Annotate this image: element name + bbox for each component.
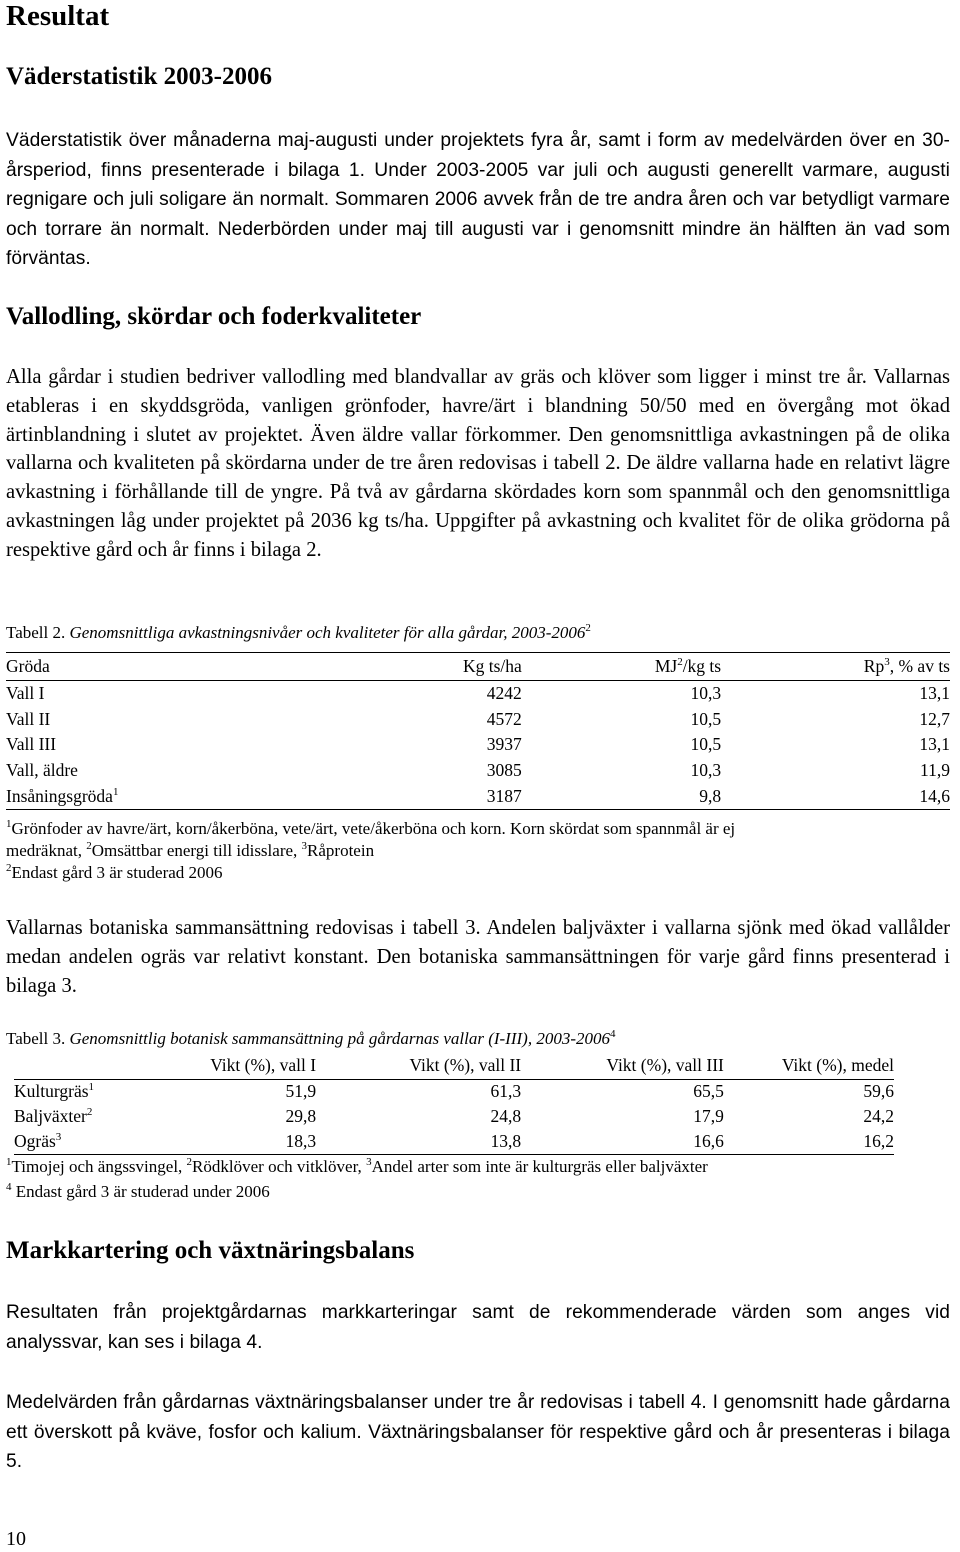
cell-crop: Vall II [6,708,51,729]
cell-yield: 3085 [486,760,522,781]
table-row [14,1129,894,1154]
page-title: Resultat [6,0,110,32]
cell-mean: 24,2 [863,1106,894,1127]
table-row [6,784,950,810]
cell-vall2: 24,8 [490,1106,522,1127]
table3-footnote-2: $^4$ Endast gård 3 är studerad under 2006 [6,1181,270,1201]
table-row [6,732,950,758]
cell-mean: 16,2 [863,1131,894,1152]
cell-yield: 4242 [486,683,522,704]
table2-caption-sup: 2 [585,622,591,634]
col-header-vall3: Vikt (%), vall III [606,1054,724,1075]
table-row [6,706,950,732]
cell-protein: 12,7 [919,708,950,729]
table2-label: Tabell 2. [6,623,66,642]
cell-vall2: 13,8 [490,1131,522,1152]
table-header-row [6,653,950,681]
cell-crop: Vall I [6,683,45,704]
table-row [6,681,950,707]
table3-caption-text: Genomsnittlig botanisk sammansättning på gårdarnas vallar (I-III), 2003-2006 [69,1029,610,1048]
table-row [6,758,950,784]
table2-caption [6,622,591,644]
cell-energy: 10,5 [690,734,722,755]
cell-yield: 3187 [486,785,522,806]
cell-crop: Insåningsgröda$^1$ [6,785,119,806]
cell-protein: 11,9 [920,760,950,781]
col-header-protein: Rp$^3$, % av ts [863,656,950,676]
table3-footnote-1: $^1$Timojej och ängssvingel, $^2$Rödklöver och vitklöver, $^3$Andel arter som inte är kulturgräs eller baljväxter [6,1156,708,1176]
cell-vall3: 65,5 [693,1081,724,1102]
col-header-energy: $MJ^2/kg$ ts [654,656,722,676]
table2-footnote-1: $^1$Grönfoder av havre/ärt, korn/åkerböna, vete/ärt, vete/åkerböna och korn. Korn skördat som spannmål är ej [6,818,736,838]
soil-paragraph-1: Resultaten från projektgårdarnas markkarteringar samt de rekommenderade värden som anges vid analyssvar, kan ses i bilaga 4. [6,1302,950,1353]
botany-paragraph: Vallarnas botaniska sammansättning redovisas i tabell 3. Andelen baljväxter i vallarna sjönk med ökad vallålder medan andelen ogräs var relativt konstant. Den botaniska sammansättningen för varje gård finns presenterad i bilaga 3. [6,917,950,997]
cell-protein: 13,1 [919,734,950,755]
cell-yield: 3937 [486,734,522,755]
cell-energy: 10,5 [690,708,722,729]
weather-paragraph: Väderstatistik över månaderna maj-augusti under projektets fyra år, samt i form av medelvärden över en 30-årsperiod, finns presenterade i bilaga 1. Under 2003-2005 var juli och augusti generellt varmare, augusti regnigare och juli soligare än normalt. Sommaren 2006 avvek från de tre andra åren och var betydligt varmare och torrare än normalt. Nederbörden under maj till augusti var i genomsnitt mindre än hälften än vad som förväntas. [6,130,950,269]
cell-vall1: 29,8 [285,1106,317,1127]
soil-paragraph-2: Medelvärden från gårdarnas växtnäringsbalanser under tre år redovisas i tabell 4. I genomsnitt hade gårdarna ett överskott på kväve, fosfor och kalium. Växtnäringsbalanser för respektive gård och år presenteras i bilaga 5. [6,1392,950,1472]
table-row [14,1079,894,1104]
cell-energy: 10,3 [690,683,722,704]
cell-group: Baljväxter$^2$ [14,1106,93,1127]
cell-protein: 14,6 [919,785,950,806]
weather-heading: Väderstatistik 2003-2006 [6,63,272,90]
cell-energy: 10,3 [690,760,722,781]
ley-heading: Vallodling, skördar och foderkvaliteter [6,303,422,330]
table2-footnote-2: medräknat, $^2$Omsättbar energi till idisslare, $^3$Råprotein [6,840,375,860]
page-number: 10 [6,1528,26,1550]
cell-mean: 59,6 [863,1081,894,1102]
table3-footnotes [6,1156,950,1203]
table2-caption-text: Genomsnittliga avkastningsnivåer och kvaliteter för alla gårdar, 2003-2006 [69,623,586,642]
cell-group: Kulturgräs$^1$ [14,1081,95,1102]
cell-crop: Vall III [6,734,57,755]
cell-vall1: 18,3 [285,1131,317,1152]
cell-vall3: 17,9 [693,1106,724,1127]
table3-caption [6,1028,616,1050]
col-header-vall1: Vikt (%), vall I [210,1054,317,1075]
cell-yield: 4572 [486,708,522,729]
col-header-yield: Kg ts/ha [462,656,522,676]
table2-footnote-3: $^2$Endast gård 3 är studerad 2006 [6,862,223,882]
col-header-vall2: Vikt (%), vall II [409,1054,522,1075]
cell-crop: Vall, äldre [6,760,78,781]
col-header-mean: Vikt (%), medel [781,1054,894,1075]
ley-paragraph: Alla gårdar i studien bedriver vallodling med blandvallar av gräs och klöver som ligger i minst tre år. Vallarnas etableras i en skyddsgröda, vanligen grönfoder, havre/ärt i blandning 50/50 med en övergång mot ökad ärtinblandning i slutet av projektet. Även äldre vallar förkommer. Den genomsnittliga avkastningen på de olika vallarna och kvaliteten på skördarna under de tre åren redovisas i tabell 2. De äldre vallarna hade en relativt lägre avkastning i förhållande till de yngre. På två av gårdarna skördades korn som spannmål och den genomsnittliga avkastningen låg under projektet på 2036 kg ts/ha. Uppgifter på avkastning och kvalitet för de olika grödorna på respektive gård och år finns i bilaga 2. [6,366,950,561]
yield-table [6,652,950,810]
table2-footnotes [6,818,950,884]
table-header-row [14,1052,894,1079]
table3-caption-sup: 4 [610,1028,616,1040]
cell-energy: 9,8 [699,785,722,806]
table3-label: Tabell 3. [6,1029,66,1048]
cell-vall2: 61,3 [490,1081,522,1102]
cell-vall3: 16,6 [693,1131,724,1152]
botany-table [14,1052,894,1155]
col-header-crop: Gröda [6,656,50,676]
cell-protein: 13,1 [919,683,950,704]
soil-heading: Markkartering och växtnäringsbalans [6,1237,415,1264]
col-header-blank [14,1052,159,1079]
table-row [14,1104,894,1129]
cell-vall1: 51,9 [285,1081,317,1102]
cell-group: Ogräs$^3$ [14,1131,62,1152]
